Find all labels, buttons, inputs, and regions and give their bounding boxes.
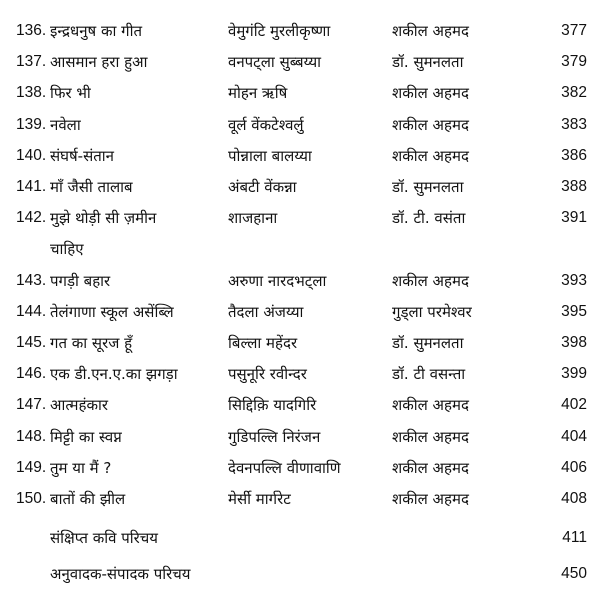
entry-poet: वनपट्ला सुब्बय्या bbox=[228, 53, 322, 71]
toc-entry bbox=[0, 390, 600, 420]
entry-translator: शकील अहमद bbox=[392, 396, 469, 414]
toc-entry bbox=[0, 110, 600, 140]
entry-title: तेलंगाणा स्कूल असेंब्लि bbox=[50, 303, 174, 321]
entry-title-continuation: चाहिए bbox=[50, 240, 84, 258]
appendix-title: संक्षिप्त कवि परिचय bbox=[50, 529, 158, 547]
entry-number: 140. bbox=[16, 147, 47, 164]
toc-entry bbox=[0, 297, 600, 327]
toc-entry bbox=[0, 328, 600, 358]
entry-translator: शकील अहमद bbox=[392, 147, 469, 165]
entry-page: 404 bbox=[561, 428, 587, 445]
entry-poet: देवनपल्लि वीणावाणि bbox=[228, 459, 341, 477]
entry-page: 408 bbox=[561, 490, 587, 507]
entry-poet: वेमुगंटि मुरलीकृष्णा bbox=[228, 22, 331, 40]
entry-number: 144. bbox=[16, 303, 47, 320]
entry-poet: मेर्सी मार्गरेट bbox=[228, 490, 291, 508]
toc-entry bbox=[0, 141, 600, 171]
entry-title: बातों की झील bbox=[50, 490, 126, 508]
entry-translator: डॉ. टी वसन्ता bbox=[392, 365, 466, 383]
entry-translator: शकील अहमद bbox=[392, 272, 469, 290]
toc-entry bbox=[0, 78, 600, 108]
appendix-entry bbox=[0, 559, 600, 589]
entry-number: 142. bbox=[16, 209, 47, 226]
entry-title: माँ जैसी तालाब bbox=[50, 178, 133, 196]
entry-number: 141. bbox=[16, 178, 47, 195]
entry-title: फिर भी bbox=[50, 84, 91, 102]
entry-poet: पसुनूरि रवीन्दर bbox=[228, 365, 307, 383]
entry-title: तुम या मैं ? bbox=[50, 459, 112, 477]
appendix-page: 450 bbox=[561, 565, 587, 582]
entry-number: 136. bbox=[16, 22, 47, 39]
entry-poet: मोहन ऋषि bbox=[228, 84, 288, 102]
entry-translator: डॉ. सुमनलता bbox=[392, 178, 464, 196]
entry-page: 382 bbox=[561, 84, 587, 101]
entry-title: आसमान हरा हुआ bbox=[50, 53, 148, 71]
entry-page: 391 bbox=[561, 209, 587, 226]
entry-page: 395 bbox=[561, 303, 587, 320]
entry-poet: गुडिपल्लि निरंजन bbox=[228, 428, 321, 446]
entry-title: पगड़ी बहार bbox=[50, 272, 111, 290]
entry-translator: डॉ. टी. वसंता bbox=[392, 209, 466, 227]
toc-entry bbox=[0, 359, 600, 389]
entry-title: आत्महंकार bbox=[50, 396, 109, 414]
entry-number: 150. bbox=[16, 490, 47, 507]
entry-poet: अंबटी वेंकन्ना bbox=[228, 178, 297, 196]
entry-page: 398 bbox=[561, 334, 587, 351]
toc-entry bbox=[0, 172, 600, 202]
entry-page: 406 bbox=[561, 459, 587, 476]
entry-translator: शकील अहमद bbox=[392, 116, 469, 134]
entry-number: 148. bbox=[16, 428, 47, 445]
entry-poet: सिद्दिक़ि यादगिरि bbox=[228, 396, 317, 414]
entry-poet: वूर्ल वेंकटेश्वर्लु bbox=[228, 116, 304, 134]
entry-page: 386 bbox=[561, 147, 587, 164]
entry-page: 377 bbox=[561, 22, 587, 39]
entry-title: मिट्टी का स्वप्न bbox=[50, 428, 122, 446]
toc-entry bbox=[0, 203, 600, 233]
entry-title: गत का सूरज हूँ bbox=[50, 334, 133, 352]
entry-title: संघर्ष-संतान bbox=[50, 147, 114, 165]
entry-page: 393 bbox=[561, 272, 587, 289]
toc-entry bbox=[0, 266, 600, 296]
entry-number: 147. bbox=[16, 396, 47, 413]
entry-number: 149. bbox=[16, 459, 47, 476]
toc-entry bbox=[0, 422, 600, 452]
entry-poet: तैदला अंजय्या bbox=[228, 303, 304, 321]
entry-page: 388 bbox=[561, 178, 587, 195]
entry-title: नवेला bbox=[50, 116, 81, 134]
entry-page: 383 bbox=[561, 116, 587, 133]
entry-title: इन्द्रधनुष का गीत bbox=[50, 22, 143, 40]
entry-translator: शकील अहमद bbox=[392, 22, 469, 40]
toc-entry bbox=[0, 484, 600, 514]
entry-translator: शकील अहमद bbox=[392, 428, 469, 446]
entry-translator: गुड्ला परमेश्वर bbox=[392, 303, 472, 321]
entry-translator: शकील अहमद bbox=[392, 84, 469, 102]
entry-translator: शकील अहमद bbox=[392, 490, 469, 508]
entry-page: 379 bbox=[561, 53, 587, 70]
entry-translator: शकील अहमद bbox=[392, 459, 469, 477]
entry-translator: डॉ. सुमनलता bbox=[392, 334, 464, 352]
entry-poet: अरुणा नारदभट्ला bbox=[228, 272, 327, 290]
entry-title: एक डी.एन.ए.का झगड़ा bbox=[50, 365, 178, 383]
appendix-page: 411 bbox=[562, 529, 587, 546]
toc-entry bbox=[0, 453, 600, 483]
entry-number: 143. bbox=[16, 272, 47, 289]
entry-number: 139. bbox=[16, 116, 47, 133]
entry-number: 146. bbox=[16, 365, 47, 382]
entry-number: 137. bbox=[16, 53, 47, 70]
entry-number: 145. bbox=[16, 334, 47, 351]
toc-entry bbox=[0, 47, 600, 77]
appendix-entry bbox=[0, 523, 600, 553]
entry-page: 399 bbox=[561, 365, 587, 382]
entry-number: 138. bbox=[16, 84, 47, 101]
entry-poet: पोन्नाला बालय्या bbox=[228, 147, 312, 165]
entry-poet: बिल्ला महेंदर bbox=[228, 334, 298, 352]
entry-poet: शाजहाना bbox=[228, 209, 278, 227]
entry-page: 402 bbox=[561, 396, 587, 413]
appendix-title: अनुवादक-संपादक परिचय bbox=[50, 565, 191, 583]
entry-translator: डॉ. सुमनलता bbox=[392, 53, 464, 71]
entry-title: मुझे थोड़ी सी ज़मीन bbox=[50, 209, 157, 227]
toc-entry bbox=[0, 16, 600, 46]
